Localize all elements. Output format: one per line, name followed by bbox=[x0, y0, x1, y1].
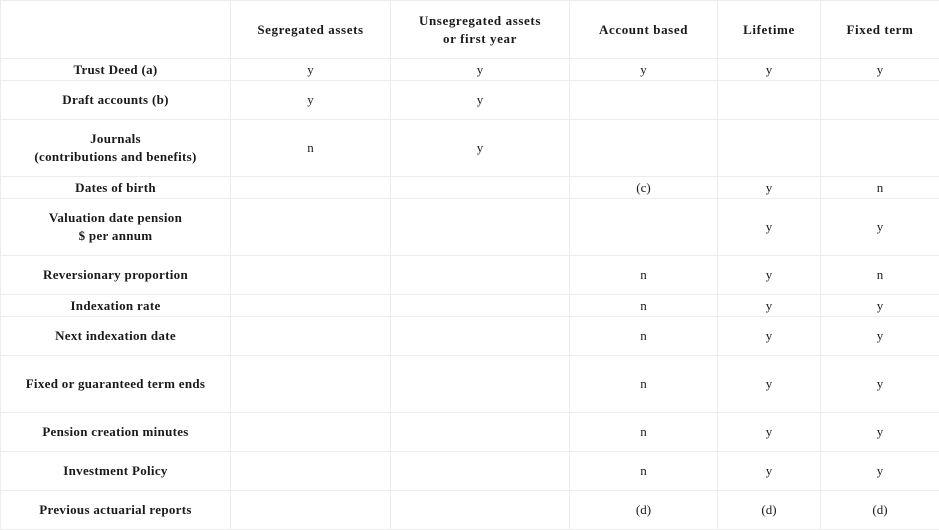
col-header-lifetime: Lifetime bbox=[718, 1, 821, 59]
table-cell bbox=[231, 317, 391, 356]
row-label: Dates of birth bbox=[1, 177, 231, 199]
corner-cell bbox=[1, 1, 231, 59]
row-label: Investment Policy bbox=[1, 452, 231, 491]
table-cell bbox=[231, 452, 391, 491]
table-cell: n bbox=[570, 356, 718, 413]
col-header-account-based: Account based bbox=[570, 1, 718, 59]
row-label: Valuation date pension $ per annum bbox=[1, 199, 231, 256]
table-cell bbox=[231, 295, 391, 317]
table-cell: y bbox=[821, 413, 939, 452]
table-cell: n bbox=[570, 413, 718, 452]
row-label: Pension creation minutes bbox=[1, 413, 231, 452]
table-cell bbox=[570, 81, 718, 120]
table-cell bbox=[718, 120, 821, 177]
table-cell: y bbox=[391, 59, 570, 81]
table-cell bbox=[231, 256, 391, 295]
table-cell: n bbox=[570, 317, 718, 356]
table-cell: y bbox=[718, 59, 821, 81]
col-header-fixed-term: Fixed term bbox=[821, 1, 939, 59]
col-header-unsegregated-assets: Unsegregated assets or first year bbox=[391, 1, 570, 59]
table-cell: y bbox=[718, 295, 821, 317]
row-label: Reversionary proportion bbox=[1, 256, 231, 295]
row-label: Fixed or guaranteed term ends bbox=[1, 356, 231, 413]
table-cell: n bbox=[231, 120, 391, 177]
table-cell: n bbox=[821, 256, 939, 295]
table-cell bbox=[231, 177, 391, 199]
table-cell bbox=[391, 491, 570, 530]
table-cell: y bbox=[718, 413, 821, 452]
table-cell: y bbox=[821, 317, 939, 356]
table-row-valuation-date-pension bbox=[1, 199, 939, 256]
col-header-segregated-assets: Segregated assets bbox=[231, 1, 391, 59]
table-cell bbox=[391, 295, 570, 317]
table-cell: n bbox=[570, 452, 718, 491]
table-cell: (c) bbox=[570, 177, 718, 199]
table-cell: n bbox=[570, 295, 718, 317]
table-cell bbox=[391, 317, 570, 356]
table-cell bbox=[231, 413, 391, 452]
table-cell: y bbox=[821, 295, 939, 317]
table-cell bbox=[570, 199, 718, 256]
table-cell: (d) bbox=[821, 491, 939, 530]
table-row-trust-deed bbox=[1, 59, 939, 81]
table-cell: y bbox=[718, 317, 821, 356]
table-cell bbox=[821, 120, 939, 177]
table-row-pension-creation-minutes bbox=[1, 413, 939, 452]
table-cell: y bbox=[231, 81, 391, 120]
row-label: Trust Deed (a) bbox=[1, 59, 231, 81]
row-label: Indexation rate bbox=[1, 295, 231, 317]
table-cell bbox=[231, 491, 391, 530]
table-cell bbox=[231, 199, 391, 256]
table-cell bbox=[391, 256, 570, 295]
table-row-indexation-rate bbox=[1, 295, 939, 317]
table-cell: y bbox=[391, 120, 570, 177]
table-cell: (d) bbox=[570, 491, 718, 530]
table-cell bbox=[391, 199, 570, 256]
table-cell: y bbox=[391, 81, 570, 120]
table-cell: y bbox=[821, 356, 939, 413]
table-cell: (d) bbox=[718, 491, 821, 530]
table-cell: y bbox=[718, 452, 821, 491]
table-cell bbox=[391, 452, 570, 491]
table-cell: y bbox=[821, 59, 939, 81]
table-cell: y bbox=[718, 199, 821, 256]
table-cell: y bbox=[821, 452, 939, 491]
table-cell: n bbox=[821, 177, 939, 199]
table-row-draft-accounts bbox=[1, 81, 939, 120]
row-label: Journals (contributions and benefits) bbox=[1, 120, 231, 177]
table-row-reversionary-proportion bbox=[1, 256, 939, 295]
table-row-dates-of-birth bbox=[1, 177, 939, 199]
table-cell bbox=[821, 81, 939, 120]
row-label: Next indexation date bbox=[1, 317, 231, 356]
table-cell: y bbox=[718, 177, 821, 199]
table-row-fixed-or-guaranteed-term bbox=[1, 356, 939, 413]
row-label: Draft accounts (b) bbox=[1, 81, 231, 120]
table-row-previous-actuarial-reports bbox=[1, 491, 939, 530]
table-cell: y bbox=[570, 59, 718, 81]
table-cell bbox=[391, 356, 570, 413]
table-row-journals bbox=[1, 120, 939, 177]
table-cell bbox=[570, 120, 718, 177]
table-cell bbox=[391, 177, 570, 199]
header-row bbox=[1, 1, 939, 59]
table-row-next-indexation-date bbox=[1, 317, 939, 356]
table-cell bbox=[718, 81, 821, 120]
table-cell bbox=[231, 356, 391, 413]
table-cell: y bbox=[821, 199, 939, 256]
row-label: Previous actuarial reports bbox=[1, 491, 231, 530]
table-cell: n bbox=[570, 256, 718, 295]
table-cell bbox=[391, 413, 570, 452]
table-cell: y bbox=[231, 59, 391, 81]
table-cell: y bbox=[718, 256, 821, 295]
table-cell: y bbox=[718, 356, 821, 413]
table-row-investment-policy bbox=[1, 452, 939, 491]
